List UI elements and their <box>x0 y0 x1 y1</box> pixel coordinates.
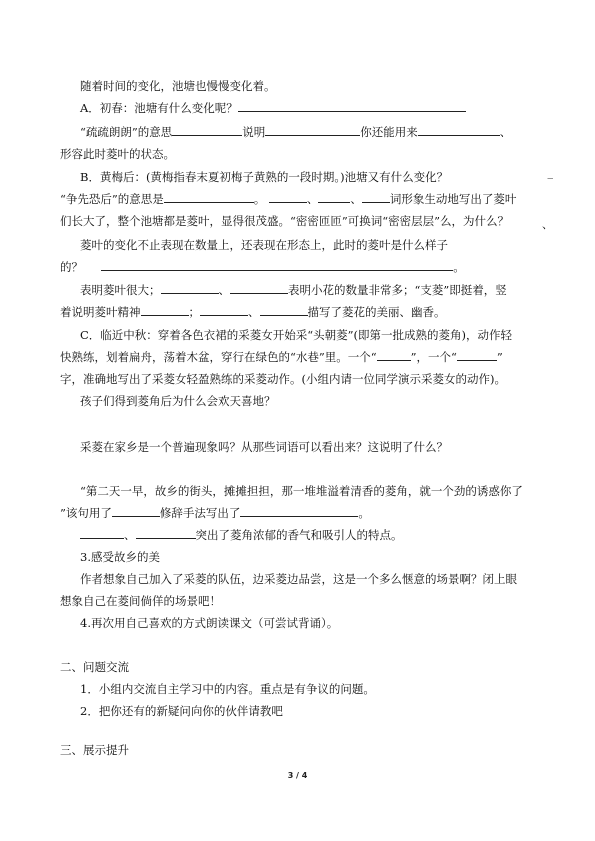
blank[interactable] <box>136 528 196 539</box>
blank[interactable] <box>238 101 466 112</box>
question-common: 采菱在家乡是一个普遍现象吗？从那些词语可以看出来？这说明了什么？ <box>80 440 448 454</box>
leaf-spirit: 着说明菱叶精神 ； 、 描写了菱花的美丽、幽香。 <box>60 305 446 319</box>
blank[interactable] <box>200 305 248 316</box>
question-children: 孩子们得到菱角后为什么会欢天喜地？ <box>80 394 276 408</box>
blank[interactable] <box>265 125 360 136</box>
section-two-item-1: 1．小组内交流自主学习中的内容。重点是有争议的问题。 <box>80 682 375 696</box>
question-c-autumn-3: 字，准确地写出了采菱女轻盈熟练的采菱动作。(小组内请一位同学演示采菱女的动作)。 <box>60 372 506 386</box>
margin-mark: 、 <box>542 218 553 231</box>
leaf-description: 表明菱叶很大； 、 表明小花的数量非常多；“支菱”即挺着，竖 <box>80 283 507 297</box>
blank[interactable] <box>260 305 308 316</box>
quote-line: “第二天一早，故乡的街头，摊摊担担，那一堆堆溢着清香的菱角，就一个劲的诱惑你了 <box>80 484 523 498</box>
blank[interactable] <box>101 260 453 271</box>
question-c-autumn-2: 快熟练，划着扁舟，荡着木盆，穿行在绿色的“水巷”里。一个“ ”，一个“ ” <box>60 350 503 364</box>
imagine-line-2: 想象自己在菱间倘佯的场景吧！ <box>60 594 221 608</box>
question-a-state: 形容此时菱叶的状态。 <box>60 147 175 161</box>
section-feel-beauty: 3.感受故乡的美 <box>80 550 160 564</box>
blank[interactable] <box>318 192 350 203</box>
blank[interactable] <box>161 283 219 294</box>
imagine-line-1: 作者想象自己加入了采菱的队伍，边采菱边品尝，这是一个多么惬意的场景啊？闭上眼 <box>80 572 517 586</box>
question-b-meaning: “争先恐后”的意思是 。 、 、 词形象生动地写出了菱叶 <box>60 192 517 206</box>
question-a-meaning: “疏疏朗朗”的意思 说明 你还能用来 、 <box>80 125 512 139</box>
blank[interactable] <box>457 350 497 361</box>
section-two-item-2: 2．把你还有的新疑问向你的伙伴请教吧 <box>80 704 283 718</box>
read-aloud: 4.再次用自己喜欢的方式朗读课文（可尝试背诵）。 <box>80 616 339 630</box>
question-b: B．黄梅后：(黄梅指春末夏初梅子黄熟的一段时期。)池塘又有什么变化？ <box>80 170 449 184</box>
blank[interactable] <box>230 283 288 294</box>
blank[interactable] <box>164 192 254 203</box>
question-b-growth: 们长大了，整个池塘都是菱叶，显得很茂盛。“密密匝匝”可换词“密密层层”么，为什么？ <box>60 214 510 228</box>
question-c-shape: 菱叶的变化不止表现在数量上，还表现在形态上，此时的菱叶是什么样子 <box>80 238 448 252</box>
section-three-heading: 三、展示提升 <box>60 743 129 757</box>
blank[interactable] <box>112 506 160 517</box>
question-c-shape-cont: 的？ 。 <box>60 260 465 274</box>
question-c-autumn: C．临近中秋：穿着各色衣裙的采菱女开始采“头朝菱”(即第一批成熟的菱角)，动作轻 <box>80 328 513 342</box>
blank[interactable] <box>141 305 189 316</box>
question-a: A．初春：池塘有什么变化呢？ <box>80 101 565 115</box>
blank[interactable] <box>172 125 242 136</box>
quote-feature: 、 突出了菱角浓郁的香气和吸引人的特点。 <box>80 528 565 542</box>
blank[interactable] <box>80 528 124 539</box>
blank[interactable] <box>377 350 411 361</box>
page-number: 3 / 4 <box>287 771 308 780</box>
blank[interactable] <box>418 125 500 136</box>
section-two-heading: 二、问题交流 <box>60 660 129 674</box>
paragraph-time-change: 随着时间的变化，池塘也慢慢变化着。 <box>80 79 276 93</box>
blank[interactable] <box>362 192 390 203</box>
margin-mark: _ <box>547 166 553 179</box>
blank[interactable] <box>240 506 358 517</box>
blank[interactable] <box>269 192 307 203</box>
quote-rhetoric: ”该句用了 修辞手法写出了 。 <box>60 506 370 520</box>
